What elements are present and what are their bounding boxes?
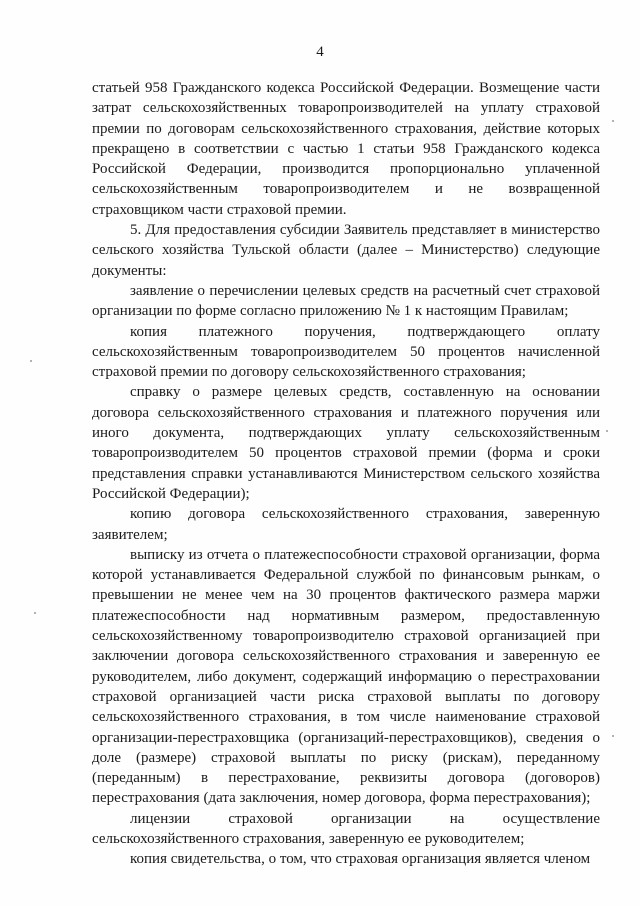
paragraph-membership-certificate: копия свидетельства, о том, что страховая организация является членом xyxy=(130,851,591,868)
paragraph-certificate: справку о размере целевых средств, составленную на основании договора сельскохозяйственного страхования и платежного поручения или иного документа, подтверждающих уплату сельскохозяйственным товаропроизводителем 50 процентов страховой премии (форма и сроки представления справки устанавливаются Министерством сельского хозяйства Российской Федерации); xyxy=(92,384,600,502)
document-body xyxy=(92,78,600,870)
page-number: 4 xyxy=(316,44,324,60)
paragraph-application: заявление о перечислении целевых средств на расчетный счет страховой организации по форме согласно приложению № 1 к настоящим Правилам; xyxy=(92,282,600,320)
paragraph-item-5: 5. Для предоставления субсидии Заявитель представляет в министерство сельского хозяйства Тульской области (далее – Министерство) следующие документы: xyxy=(92,222,600,279)
scan-speck xyxy=(612,120,614,122)
scan-speck xyxy=(34,612,36,614)
paragraph-solvency-extract: выписку из отчета о платежеспособности страховой организации, форма которой устанавливается Федеральной службой по финансовым рынкам, о превышении не менее чем на 30 процентов фактического размера маржи платежеспособности над нормативным размером, предоставленную сельскохозяйственному товаропроизводителю страховой организацией при заключении договора сельскохозяйственного страхования и заверенную ее руководителем, либо документ, содержащий информацию о перестраховании страховой организацией части риска страховой выплаты по договору сельскохозяйственного страхования, в том числе наименование страховой организации-перестраховщика (организаций-перестраховщиков), сведения о доле (размере) страховой выплаты по риску (рискам), переданному (переданным) в перестрахование, реквизиты договора (договоров) перестрахования (дата заключения, номер договора, форма перестрахования); xyxy=(92,546,600,807)
scan-speck xyxy=(30,360,32,362)
paragraph-license: лицензии страховой организации на осуществление сельскохозяйственного страхования, заверенную ее руководителем; xyxy=(92,810,600,847)
paragraph-payment-order: копия платежного поручения, подтверждающего оплату сельскохозяйственным товаропроизводителем 50 процентов начисленной страховой премии по договору сельскохозяйственного страхования; xyxy=(92,323,600,381)
paragraph-contract-copy: копию договора сельскохозяйственного страхования, заверенную заявителем; xyxy=(92,506,600,543)
paragraph-continuation: статьей 958 Гражданского кодекса Российской Федерации. Возмещение части затрат сельскохозяйственных товаропроизводителей на уплату страховой премии по договорам сельскохозяйственного страхования, действие которых прекращено в соответствии с частью 1 статьи 958 Гражданского кодекса Российской Федерации, производится пропорционально уплаченной сельскохозяйственным товаропроизводителем и не возвращенной страховщиком части страховой премии. xyxy=(92,80,600,218)
scan-speck xyxy=(612,735,614,737)
scan-speck xyxy=(606,430,608,432)
